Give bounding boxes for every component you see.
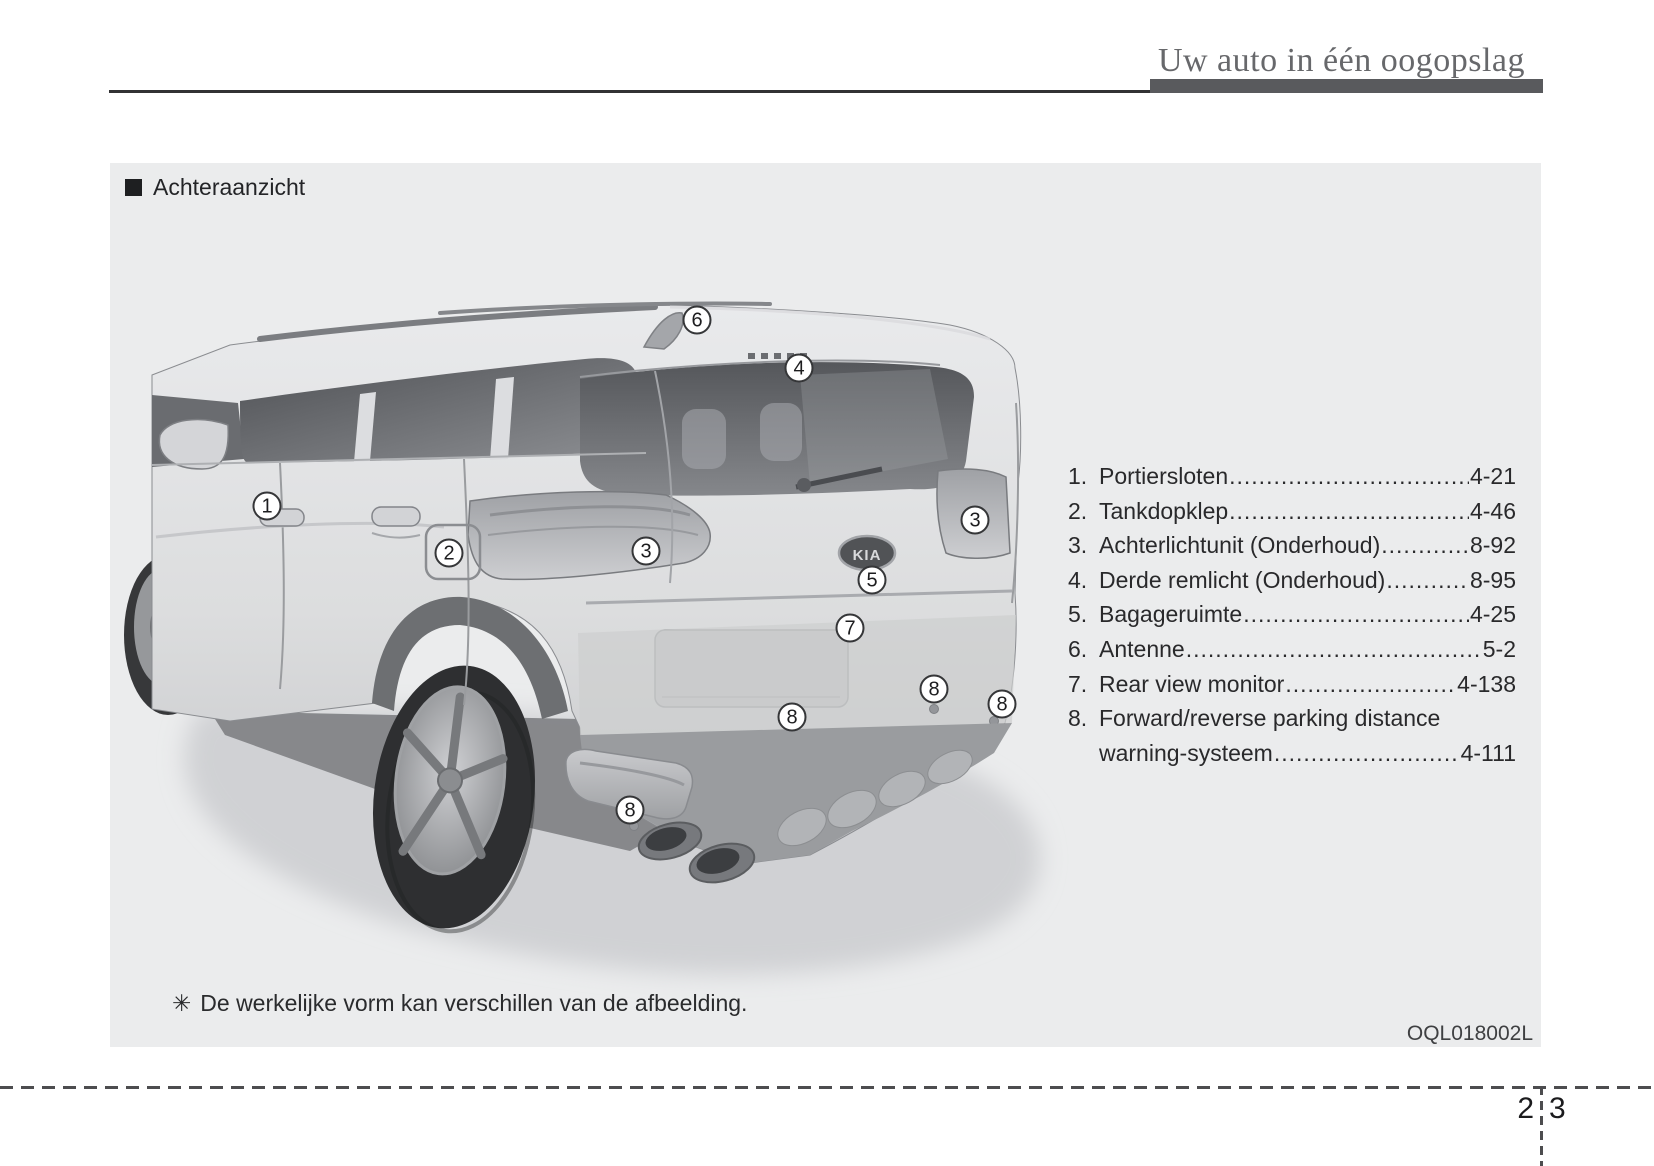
footer-dashed-divider — [1540, 1086, 1543, 1166]
callout-6: 6 — [683, 306, 712, 335]
callout-1: 1 — [253, 492, 282, 521]
index-row: 1. Portiersloten ..... 4-21 — [1068, 463, 1516, 498]
header-rule-line — [109, 90, 1150, 93]
footnote-text: De werkelijke vorm kan verschillen van de afbeelding. — [200, 990, 748, 1016]
figure-panel — [110, 163, 1541, 1047]
callout-2: 2 — [435, 539, 464, 568]
index-row: 6. Antenne ..... 5-2 — [1068, 636, 1516, 671]
callout-8: 8 — [616, 796, 645, 825]
index-row: 4. Derde remlicht (Onderhoud) ..... 8-95 — [1068, 567, 1516, 602]
callout-8: 8 — [988, 690, 1017, 719]
folio-chapter-number: 2 — [1517, 1092, 1534, 1125]
header-rule-bar — [1150, 79, 1543, 93]
index-row: 8. Forward/reverse parking distance — [1068, 705, 1441, 732]
image-code: OQL018002L — [1406, 1022, 1533, 1045]
section-bullet-icon — [125, 179, 142, 196]
index-row-continued: warning-systeem ..... 4-111 — [1068, 740, 1516, 775]
callout-5: 5 — [858, 566, 887, 595]
index-row: 7. Rear view monitor ..... 4-138 — [1068, 671, 1516, 706]
svg-text:KIA: KIA — [852, 547, 882, 564]
callout-7: 7 — [836, 614, 865, 643]
callout-8: 8 — [920, 675, 949, 704]
asterisk-icon: ✳ — [172, 990, 192, 1016]
index-row: 2. Tankdopklep ..... 4-46 — [1068, 498, 1516, 533]
callout-4: 4 — [785, 354, 814, 383]
callout-3: 3 — [632, 537, 661, 566]
callout-3: 3 — [961, 506, 990, 535]
figure-footnote — [172, 990, 747, 1017]
section-label — [125, 174, 305, 201]
footer-dashed-line — [0, 1086, 1654, 1089]
page-title: Uw auto in één oogopslag — [1157, 42, 1525, 79]
index-row: 3. Achterlichtunit (Onderhoud) ..... 8-92 — [1068, 532, 1516, 567]
callout-8: 8 — [778, 703, 807, 732]
parts-index — [1068, 463, 1516, 774]
folio-page-number: 3 — [1549, 1092, 1566, 1125]
section-label-text: Achteraanzicht — [153, 174, 306, 200]
index-row: 5. Bagageruimte ..... 4-25 — [1068, 601, 1516, 636]
